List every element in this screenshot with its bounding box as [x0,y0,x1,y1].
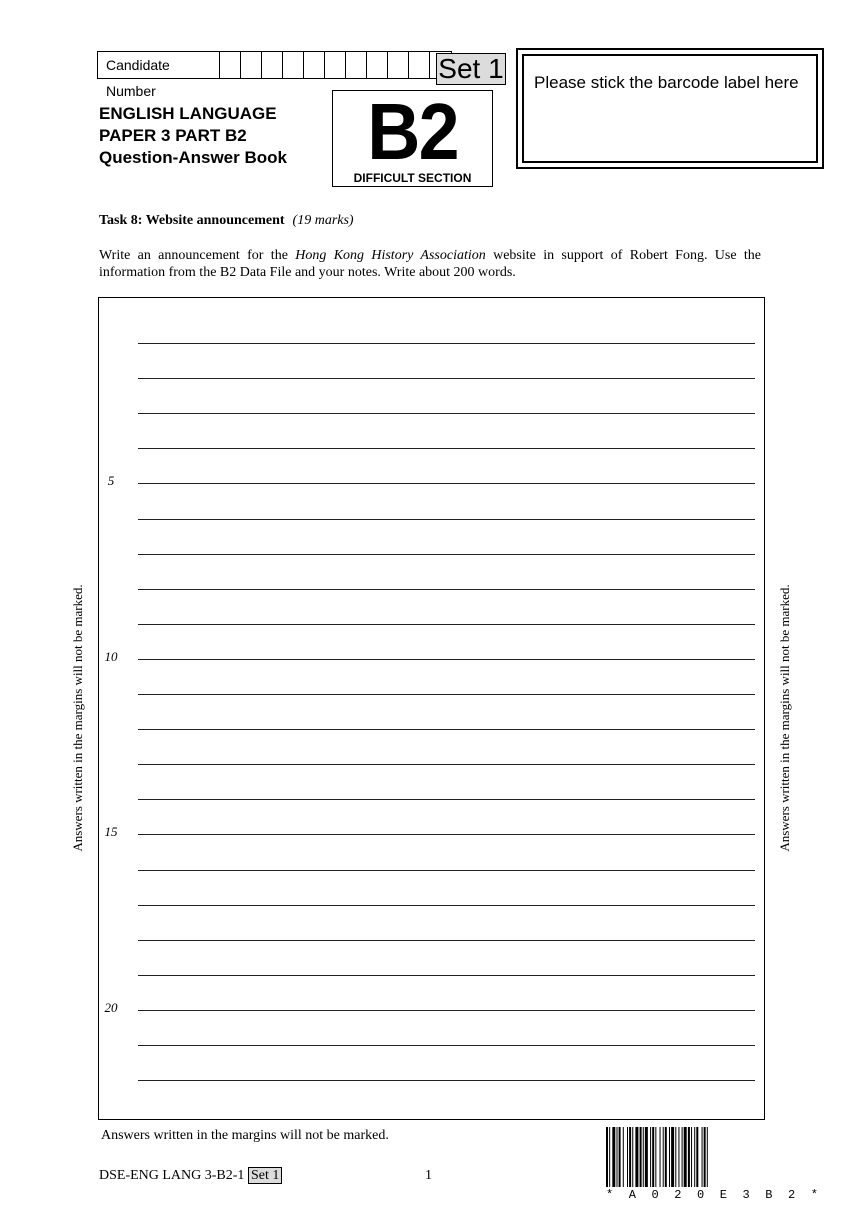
barcode-bar [678,1127,679,1187]
right-margin-note: Answers written in the margins will not be marked. [777,584,792,852]
barcode-bar [655,1127,656,1187]
answer-line[interactable] [138,940,755,941]
barcode-bar [691,1127,692,1187]
barcode-label-area [516,48,824,169]
barcode-bar [704,1127,706,1187]
candidate-digit-cell[interactable] [367,52,388,78]
answer-line[interactable] [138,834,755,835]
barcode-char: * [606,1188,614,1202]
barcode-bar [617,1127,618,1187]
barcode-bar [635,1127,638,1187]
barcode-bar [650,1127,651,1187]
barcode-bar [606,1127,608,1187]
answer-line[interactable] [138,519,755,520]
section-name: DIFFICULT SECTION [353,171,472,185]
instruction-text: website in support of Robert Fong. Use the information from the B2 Data File and your notes. Write about 200 words. [99,248,762,280]
association-name: Hong Kong History Association [295,248,486,263]
task-marks: (19 marks) [292,213,354,228]
barcode-char: 2 [674,1188,682,1202]
barcode-image [606,1127,818,1187]
line-number: 20 [104,1000,118,1015]
answer-line[interactable] [138,870,755,871]
barcode-bar [623,1127,624,1187]
candidate-digit-cell[interactable] [262,52,283,78]
task-title: Task 8: Website announcement [99,213,285,228]
candidate-digit-cell[interactable] [346,52,367,78]
barcode-bar [675,1127,676,1187]
barcode-bar [640,1127,642,1187]
answer-line[interactable] [138,1010,755,1011]
page-number: 1 [425,1168,432,1183]
barcode-bar [682,1127,683,1187]
answer-line[interactable] [138,905,755,906]
paper-code-text: DSE-ENG LANG 3-B2-1 [99,1168,245,1183]
paper-code [99,1168,282,1184]
barcode-char: 2 [788,1188,796,1202]
candidate-digit-cell[interactable] [304,52,325,78]
answer-line[interactable] [138,413,755,414]
line-number: 10 [104,649,118,664]
answer-line[interactable] [138,799,755,800]
answer-line[interactable] [138,483,755,484]
barcode-bar [669,1127,670,1187]
line-number: 15 [104,824,118,839]
barcode-bar [645,1127,648,1187]
barcode-char: 0 [651,1188,659,1202]
barcode-char: 3 [742,1188,750,1202]
barcode-bar [707,1127,708,1187]
line-number: 5 [107,473,115,488]
candidate-digit-cell[interactable] [325,52,346,78]
barcode-char: E [719,1188,727,1202]
barcode-bar [696,1127,698,1187]
barcode-bar [609,1127,610,1187]
set-label: Set 1 [436,53,506,85]
candidate-digit-cell[interactable] [388,52,409,78]
answer-line[interactable] [138,343,755,344]
barcode-bar [694,1127,695,1187]
answer-line[interactable] [138,1080,755,1081]
barcode-bar [688,1127,690,1187]
candidate-number-box [97,51,452,99]
answer-line[interactable] [138,729,755,730]
barcode-bar [702,1127,703,1187]
footer-note: Answers written in the margins will not be marked. [101,1128,389,1143]
barcode-bar [629,1127,631,1187]
barcode-bar [643,1127,644,1187]
paper-title [99,103,287,169]
answer-line[interactable] [138,624,755,625]
answer-line[interactable] [138,659,755,660]
answer-line[interactable] [138,694,755,695]
title-line: PAPER 3 PART B2 [99,126,247,145]
instruction-text: Write an announcement for the [99,248,296,263]
answer-line[interactable] [138,448,755,449]
answer-line[interactable] [138,554,755,555]
barcode-bar [612,1127,615,1187]
title-line: Question-Answer Book [99,148,287,167]
barcode-char: 0 [697,1188,705,1202]
barcode-bar [652,1127,654,1187]
barcode-bar [632,1127,633,1187]
barcode-bar [671,1127,674,1187]
barcode-char: A [628,1188,636,1202]
candidate-digit-cell[interactable] [241,52,262,78]
left-margin-note: Answers written in the margins will not be marked. [70,584,85,852]
section-box [332,87,493,187]
barcode-bar [619,1127,621,1187]
title-line: ENGLISH LANGUAGE [99,104,277,123]
answer-area[interactable] [98,297,765,1120]
task-instructions [99,247,761,281]
answer-line[interactable] [138,1045,755,1046]
section-code: B2 [367,87,458,176]
barcode-bar [665,1127,667,1187]
candidate-digit-cell[interactable] [220,52,241,78]
barcode-char: B [765,1188,773,1202]
task-heading [99,213,354,229]
barcode-text [606,1188,818,1202]
barcode-bar [663,1127,664,1187]
barcode-bar [684,1127,687,1187]
answer-line[interactable] [138,589,755,590]
barcode-bar [660,1127,661,1187]
answer-line[interactable] [138,975,755,976]
answer-line[interactable] [138,378,755,379]
footer-set-label: Set 1 [248,1167,282,1184]
answer-line[interactable] [138,764,755,765]
candidate-number-label: Candidate Number [98,52,220,78]
candidate-digit-cell[interactable] [409,52,430,78]
barcode-bar [627,1127,628,1187]
barcode-char: * [810,1188,818,1202]
candidate-digit-cell[interactable] [283,52,304,78]
barcode-prompt: Please stick the barcode label here [522,54,818,163]
